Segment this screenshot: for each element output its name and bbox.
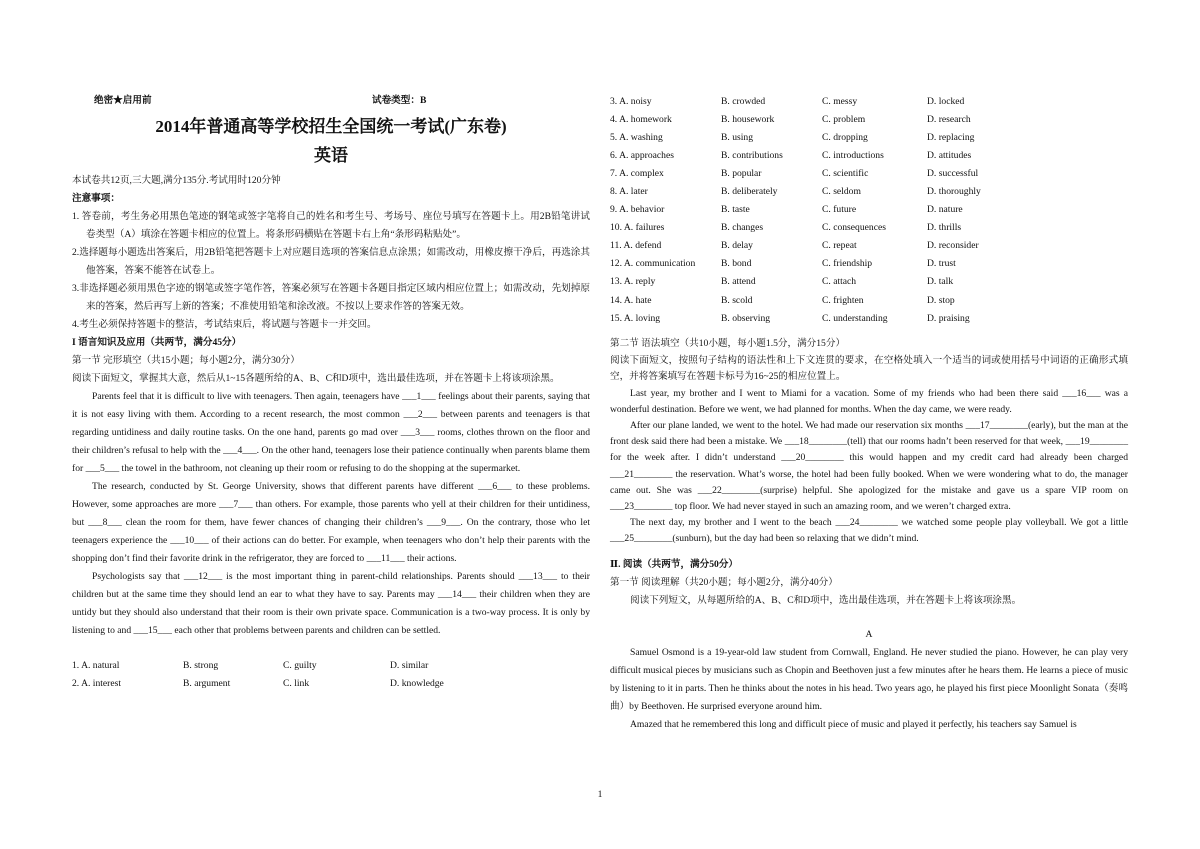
option-c: C. introductions <box>822 149 884 161</box>
option-c: C. frighten <box>822 294 864 306</box>
passage-paragraph: Samuel Osmond is a 19-year-old law student from Cornwall, England. He never studied the piano. However, he can play very difficult musical pieces by musicians such as Chopin and Beethoven just a few minutes after he hears them. He learns a piece of music by listening to it in parts. Then he thinks about the notes in his head. Two years ago, he played his first piece Moonlight Sonata（奏鸣曲）by Beethoven. He surprised everyone around him. <box>610 646 1128 712</box>
option-row <box>610 237 1128 255</box>
part2-heading: Ⅱ. 阅读（共两节，满分50分） <box>610 558 739 570</box>
section2-instruction: 阅读下面短文，按照句子结构的语法性和上下文连贯的要求，在空格处填入一个适当的词或使用括号中词语的正确形式填空，并将答案填写在答题卡标号为16~25的相应位置上。 <box>610 355 1128 383</box>
reading-section-heading: 第一节 阅读理解（共20小题；每小题2分，满分40分） <box>610 576 838 588</box>
secret-label: 绝密★启用前 <box>94 95 152 106</box>
option-a: 4. A. homework <box>610 113 672 125</box>
option-a: 15. A. loving <box>610 312 661 324</box>
passage-label: A <box>865 628 873 640</box>
option-d: D. trust <box>927 258 956 270</box>
passage-paragraph: Amazed that he remembered this long and difficult piece of music and played it perfectly, his teachers say Samuel is <box>630 718 1077 730</box>
grammar-paragraph: Last year, my brother and I went to Miami for a vacation. Some of my friends who had been there said ___16___ was a wonderful destination. Before we went, we had planned for months. When the day came, we were ready. <box>610 387 1128 415</box>
option-row <box>610 110 1128 128</box>
cloze-paragraph: Psychologists say that ___12___ is the most important thing in parent-child relationships. Parents should ___13___ to their children but at the same time they should lend an ear to what they have to say. Parents may ___14___ their children when they are untidy but they should also understand that their room is their own private space. Communication is a two-way process. It is only by listening to and ___15___ each other that problems between parents and children can be settled. <box>72 571 590 636</box>
exam-subject: 英语 <box>314 146 348 165</box>
grammar-paragraph: After our plane landed, we went to the hotel. We had made our reservation six months ___17________(early), but the man at the front desk said there had been a mistake. We ___18________(tell) that our rooms hadn’t been reserved for that week, ___19________ for the week after. I didn’t understand ___20________ this would happen and my credit card had already been charged ___21________ the reservation. What’s worse, the hotel had been fully booked. When we were wondering what to do, the manager came out. She was ___22________(surprise) helpful. She apologized for the mistake and gave us a spare VIP room on ___23________ top floor. We had never stayed in such an amazing room, and we weren’t charged extra. <box>610 420 1128 513</box>
option-d: D. thrills <box>927 222 962 234</box>
options-table-right <box>610 92 1128 327</box>
option-row <box>610 309 1128 327</box>
option-a: 10. A. failures <box>610 222 665 234</box>
option-a: 2. A. interest <box>72 677 122 689</box>
grammar-paragraph: The next day, my brother and I went to the beach ___24________ we watched some people play volleyball. We got a little ___25________(sunburn), but the day had been so relaxing that we didn’t mind. <box>610 517 1128 545</box>
option-row <box>610 255 1128 273</box>
option-b: B. crowded <box>721 95 766 107</box>
exam-info: 本试卷共12页,三大题,满分135分.考试用时120分钟 <box>72 175 281 186</box>
page-number: 1 <box>597 789 603 800</box>
option-d: D. similar <box>390 659 429 671</box>
option-b: B. popular <box>721 167 762 179</box>
option-b: B. deliberately <box>721 186 778 198</box>
note-item: 1. 答卷前，考生务必用黑色笔迹的钢笔或签字笔将自己的姓名和考生号、考场号、座位号填写在答题卡上。用2B铅笔讲试卷类型（A）填涂在答题卡相应的位置上。将条形码横贴在答题卡右上角“条形码粘贴处”。 <box>72 211 590 240</box>
option-a: 5. A. washing <box>610 131 663 143</box>
paper-type-label: 试卷类型：B <box>372 95 427 106</box>
section1-heading: 第一节 完形填空（共15小题；每小题2分，满分30分） <box>72 355 300 366</box>
option-b: B. attend <box>721 276 756 288</box>
options-table-left <box>72 656 590 692</box>
option-b: B. scold <box>721 294 753 306</box>
note-item: 2.选择题每小题选出答案后，用2B铅笔把答题卡上对应题目选项的答案信息点涂黑；如需改动，用橡皮擦干净后，再选涂其他答案，答案不能答在试卷上。 <box>72 247 590 276</box>
cloze-paragraph: The research, conducted by St. George University, shows that different parents have different ___6___ to these problems. However, some approaches are more ___7___ than others. For example, those parents who yell at their children for their untidiness, but ___8___ clean the room for them, have fewer chances of changing their children’s ___9___. On the contrary, those who let teenagers experience the ___10___ of their actions can do better. For example, when teenagers who don’t help their parents with the shopping don’t find their favorite drink in the refrigerator, they are forced to ___11___ their actions. <box>72 481 590 564</box>
option-c: C. attach <box>822 276 857 288</box>
option-d: D. nature <box>927 204 963 216</box>
option-c: C. seldom <box>822 186 861 198</box>
option-d: D. attitudes <box>927 149 972 161</box>
option-row <box>610 92 1128 110</box>
option-row <box>610 128 1128 146</box>
option-c: C. problem <box>822 113 866 125</box>
exam-title: 2014年普通高等学校招生全国统一考试(广东卷) <box>155 117 507 136</box>
header-meta <box>72 92 590 110</box>
option-row <box>610 182 1128 200</box>
option-c: C. understanding <box>822 312 888 324</box>
option-c: C. scientific <box>822 167 869 179</box>
option-d: D. praising <box>927 312 970 324</box>
option-b: B. taste <box>721 204 750 216</box>
option-c: C. friendship <box>822 258 873 270</box>
option-d: D. reconsider <box>927 240 979 252</box>
cloze-paragraph: Parents feel that it is difficult to live with teenagers. Then again, teenagers have ___1___ feelings about their parents, saying that it is not easy living with them. According to a recent research, the most common ___2___ between parents and teenagers is that regarding untidiness and daily routine tasks. On the one hand, parents go mad over ___3___ rooms, clothes thrown on the floor and their children’s refusal to help with the ___4___. On the other hand, teenagers lose their patience continually when parents blame them for ___5___ the towel in the bathroom, not cleaning up their room or refusing to do the shopping at the supermarket. <box>72 391 590 474</box>
reading-instruction: 阅读下列短文，从每题所给的A、B、C和D项中，选出最佳选项，并在答题卡上将该项涂黑。 <box>630 594 1022 606</box>
option-a: 9. A. behavior <box>610 204 665 216</box>
option-a: 7. A. complex <box>610 167 664 179</box>
option-row <box>610 291 1128 309</box>
option-a: 3. A. noisy <box>610 95 652 107</box>
part1-heading: I 语言知识及应用（共两节，满分45分） <box>72 337 242 348</box>
option-a: 12. A. communication <box>610 258 696 270</box>
option-c: C. dropping <box>822 131 868 143</box>
option-c: C. future <box>822 204 857 216</box>
option-d: D. locked <box>927 95 965 107</box>
option-d: D. stop <box>927 294 955 306</box>
option-c: C. link <box>283 677 310 689</box>
option-row <box>610 219 1128 237</box>
option-c: C. messy <box>822 95 858 107</box>
option-b: B. delay <box>721 240 753 252</box>
option-a: 6. A. approaches <box>610 149 674 161</box>
option-row <box>610 201 1128 219</box>
option-c: C. guilty <box>283 659 317 671</box>
option-row <box>610 146 1128 164</box>
section2-heading: 第二节 语法填空（共10小题，每小题1.5分，满分15分） <box>610 338 846 350</box>
option-c: C. repeat <box>822 240 857 252</box>
option-d: D. knowledge <box>390 677 444 689</box>
option-c: C. consequences <box>822 222 886 234</box>
option-d: D. successful <box>927 167 979 179</box>
option-row <box>72 674 590 692</box>
option-b: B. using <box>721 131 753 143</box>
option-b: B. argument <box>183 677 231 689</box>
option-d: D. thoroughly <box>927 186 981 198</box>
option-b: B. observing <box>721 312 771 324</box>
option-row <box>610 273 1128 291</box>
right-column <box>610 92 1128 734</box>
option-b: B. contributions <box>721 149 783 161</box>
option-row <box>610 164 1128 182</box>
option-b: B. housework <box>721 113 775 125</box>
option-a: 13. A. reply <box>610 276 656 288</box>
option-b: B. changes <box>721 222 764 234</box>
option-d: D. replacing <box>927 131 975 143</box>
option-b: B. bond <box>721 258 752 270</box>
option-d: D. talk <box>927 276 954 288</box>
note-item: 3.非选择题必须用黑色字迹的钢笔或签字笔作答，答案必须写在答题卡各题目指定区域内相应位置上；如需改动，先划掉原来的答案，然后再写上新的答案；不准使用铅笔和涂改液。不按以上要求作答的答案无效。 <box>72 283 590 312</box>
option-a: 8. A. later <box>610 186 648 198</box>
option-b: B. strong <box>183 659 219 671</box>
option-a: 11. A. defend <box>610 240 662 252</box>
section1-instruction: 阅读下面短文，掌握其大意，然后从1~15各题所给的A、B、C和D项中，选出最佳选项，并在答题卡上将该项涂黑。 <box>72 373 560 384</box>
option-d: D. research <box>927 113 971 125</box>
option-a: 1. A. natural <box>72 659 120 671</box>
option-row <box>72 656 590 674</box>
option-a: 14. A. hate <box>610 294 652 306</box>
left-column <box>72 92 590 692</box>
notes-heading: 注意事项： <box>72 193 120 204</box>
note-item: 4.考生必须保持答题卡的整洁，考试结束后，将试题与答题卡一并交回。 <box>72 319 377 330</box>
